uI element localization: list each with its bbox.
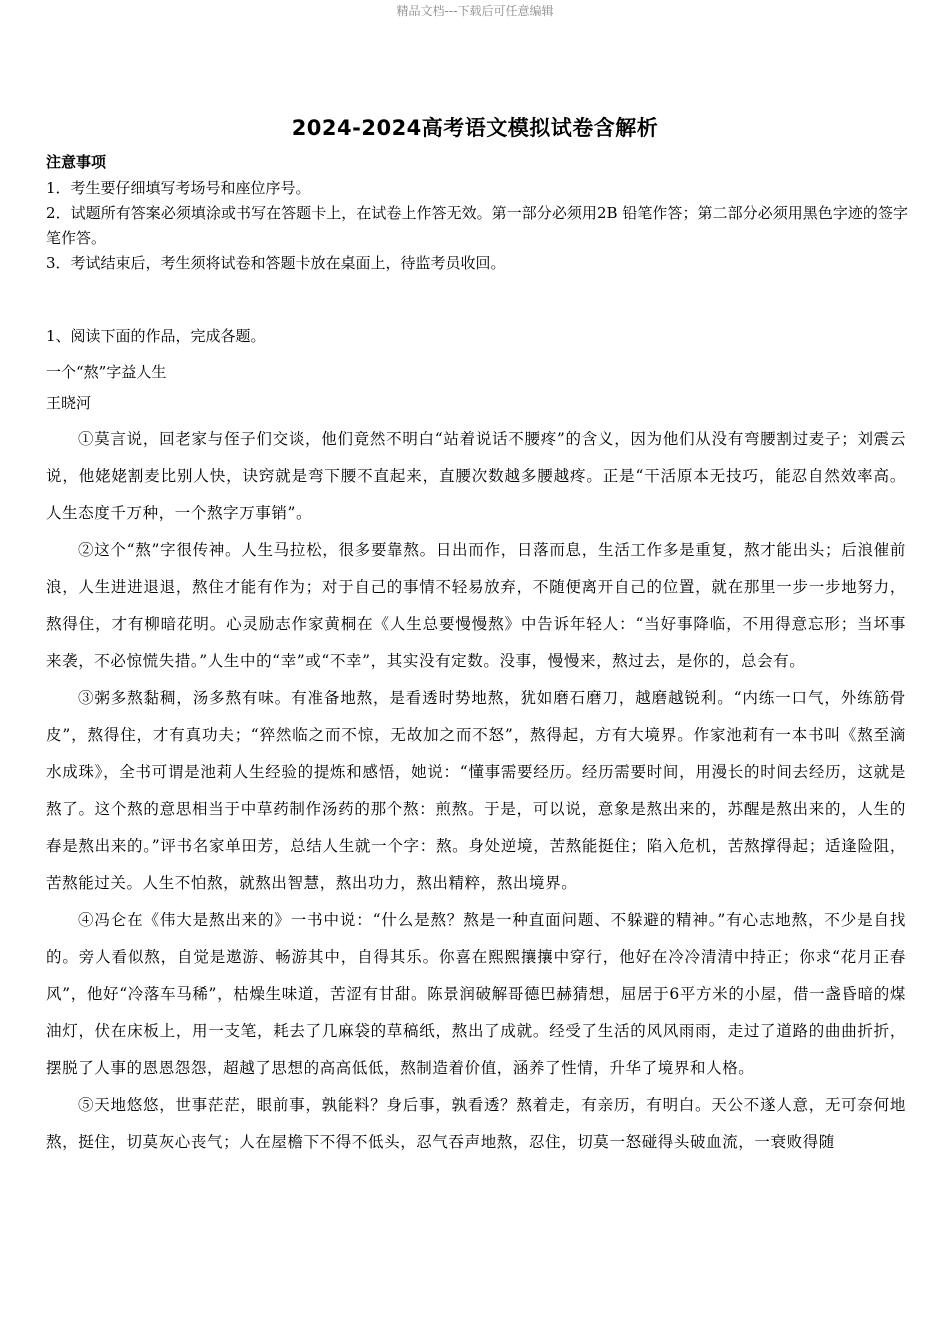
notice-item: 1．考生要仔细填写考场号和座位序号。 [46,179,311,197]
question-header [46,323,906,421]
article-paragraph: ④冯仑在《伟大是熬出来的》一书中说：“什么是熬？熬是一种直面问题、不躲避的精神。”有心志地熬，不少是自找的。旁人看似熬，自觉是遨游、畅游其中，自得其乐。你喜在熙熙攘攘中穿行，他好在冷冷清清中持正；你求“花月正春风”，他好“冷落车马稀”，枯燥生味道，苦涩有甘甜。陈景润破解哥德巴赫猜想，屈居于6平方米的小屋，借一盏昏暗的煤油灯，伏在床板上，用一支笔，耗去了几麻袋的草稿纸，熬出了成就。经受了生活的风风雨雨，走过了道路的曲曲折折，摆脱了人事的恩恩怨怨，超越了思想的高高低低，熬制造着价值，涵养了性情，升华了境界和人格。 [46,911,906,1077]
document-title: 2024-2024高考语文模拟试卷含解析 [291,116,659,140]
article-paragraph: ②这个“熬”字很传神。人生马拉松，很多要靠熬。日出而作，日落而息，生活工作多是重复，熬才能出头；后浪催前浪，人生进进退退，熬住才能有作为；对于自己的事情不轻易放弃，不随便离开自己的位置，就在那里一步一步地努力，熬得住，才有柳暗花明。心灵励志作家黄桐在《人生总要慢慢熬》中告诉年轻人：“当好事降临，不用得意忘形；当坏事来袭，不必惊慌失措。”人生中的“幸”或“不幸”，其实没有定数。没事，慢慢来，熬过去，是你的，总会有。 [46,541,906,670]
notice-item: 2．试题所有答案必须填涂或书写在答题卡上，在试卷上作答无效。第一部分必须用2B 铅笔作答；第二部分必须用黑色字迹的签字笔作答。 [46,204,908,247]
question-prompt: 1、阅读下面的作品，完成各题。 [46,327,266,345]
page-header-note: 精品文档---下载后可任意编辑 [396,4,554,18]
article-paragraph: ①莫言说，回老家与侄子们交谈，他们竟然不明白“站着说话不腰疼”的含义，因为他们从没有弯腰割过麦子；刘震云说，他姥姥割麦比别人快，诀窍就是弯下腰不直起来，直腰次数越多腰越疼。正是“干活原本无技巧，能忍自然效率高。人生态度千万种，一个熬字万事销”。 [46,430,906,522]
article-paragraph: ③粥多熬黏稠，汤多熬有味。有准备地熬，是看透时势地熬，犹如磨石磨刀，越磨越锐利。“内练一口气，外练筋骨皮”，熬得住，才有真功夫；“猝然临之而不惊，无故加之而不怒”，熬得起，方有大境界。作家池莉有一本书叫《熬至滴水成珠》，全书可谓是池莉人生经验的提炼和感悟，她说：“懂事需要经历。经历需要时间，用漫长的时间去经历，这就是熬了。这个熬的意思相当于中草药制作汤药的那个熬：煎熬。于是，可以说，意象是熬出来的，苏醒是熬出来的，人生的春是熬出来的。”评书名家单田芳，总结人生就一个字：熬。身处逆境，苦熬能挺住；陷入危机，苦熬撑得起；适逢险阻，苦熬能过关。人生不怕熬，就熬出智慧，熬出功力，熬出精粹，熬出境界。 [46,689,906,892]
article-author: 王晓河 [46,394,92,412]
notice-heading: 注意事项 [46,153,107,171]
article-paragraph: ⑤天地悠悠，世事茫茫，眼前事，孰能料？身后事，孰看透？熬着走，有亲历，有明白。天公不遂人意，无可奈何地熬，挺住，切莫灰心丧气；人在屋檐下不得不低头，忍气吞声地熬，忍住，切莫一怒碰得头破血流，一衰败得随 [46,1096,906,1151]
notice-section [46,150,908,276]
notice-item: 3．考试结束后，考生须将试卷和答题卡放在桌面上，待监考员收回。 [46,254,506,272]
article-body [46,421,906,1161]
article-title: 一个“熬”字益人生 [46,363,167,381]
